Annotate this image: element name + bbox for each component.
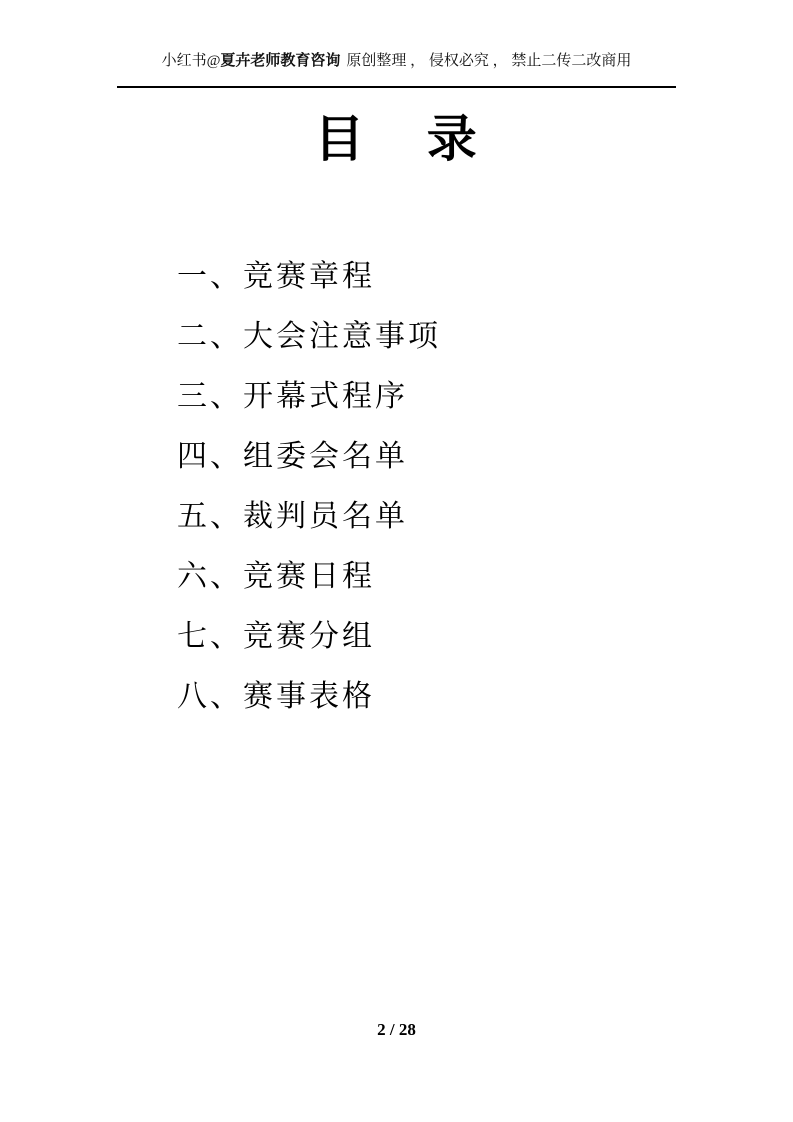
toc-item: 四、组委会名单 bbox=[177, 440, 408, 473]
page-number: 2 / 28 bbox=[377, 1020, 416, 1039]
toc-item: 五、裁判员名单 bbox=[177, 500, 408, 533]
toc-item: 八、赛事表格 bbox=[177, 680, 375, 713]
toc-item: 三、开幕式程序 bbox=[177, 380, 408, 413]
toc-item: 二、大会注意事项 bbox=[177, 320, 441, 353]
toc-item: 七、竞赛分组 bbox=[177, 620, 375, 653]
header-notice-text: 原创整理 ， 侵权必究 ， 禁止二传二改商用 bbox=[346, 53, 632, 69]
header-divider-line bbox=[117, 86, 676, 88]
page-title: 目 录 bbox=[314, 111, 479, 167]
page-header bbox=[117, 50, 676, 72]
header-brand-text: 夏卉老师教育咨询 bbox=[220, 53, 341, 69]
table-of-contents bbox=[177, 247, 441, 727]
toc-item: 一、竞赛章程 bbox=[177, 260, 375, 293]
toc-item: 六、竞赛日程 bbox=[177, 560, 375, 593]
header-prefix-text: 小红书@ bbox=[161, 53, 221, 69]
